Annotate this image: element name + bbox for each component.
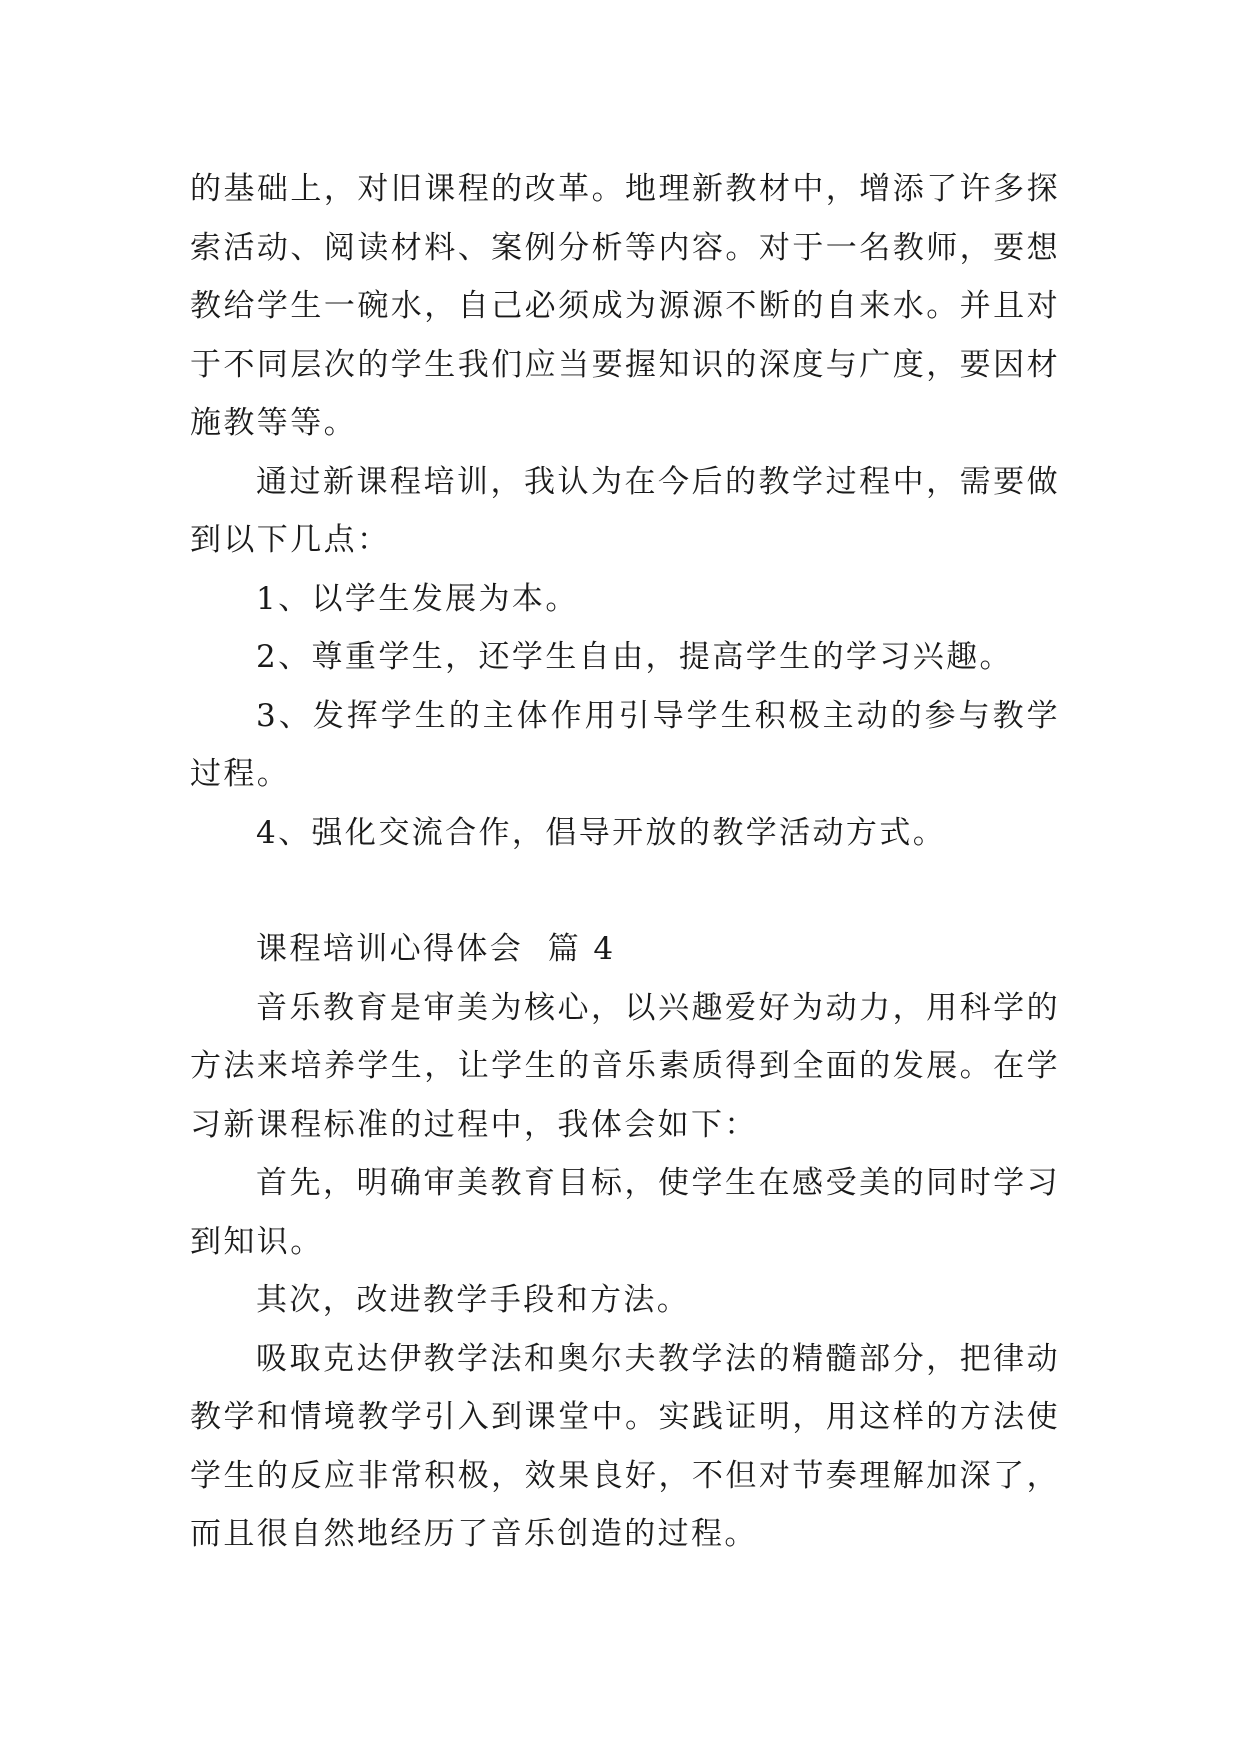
list-item-4: 4、强化交流合作，倡导开放的教学活动方式。 (256, 814, 947, 851)
document-page (190, 160, 1060, 1564)
paragraph-music-education: 音乐教育是审美为核心，以兴趣爱好为动力，用科学的方法来培养学生，让学生的音乐素质得到全面的发展。在学习新课程标准的过程中，我体会如下： (190, 989, 1060, 1143)
list-item-3: 3、发挥学生的主体作用引导学生积极主动的参与教学过程。 (190, 697, 1060, 792)
paragraph-continued: 的基础上，对旧课程的改革。地理新教材中，增添了许多探索活动、阅读材料、案例分析等内容。对于一名教师，要想教给学生一碗水，自己必须成为源源不断的自来水。并且对于不同层次的学生我们应当要握知识的深度与广度，要因材施教等等。 (190, 171, 1060, 441)
list-item-1: 1、以学生发展为本。 (256, 580, 579, 617)
paragraph-first: 首先，明确审美教育目标，使学生在感受美的同时学习到知识。 (190, 1165, 1060, 1260)
paragraph-intro-points: 通过新课程培训，我认为在今后的教学过程中，需要做到以下几点： (190, 463, 1060, 558)
section-heading: 课程培训心得体会 篇 4 (256, 931, 616, 967)
list-item-2: 2、尊重学生，还学生自由，提高学生的学习兴趣。 (256, 639, 1013, 675)
paragraph-methods: 吸取克达伊教学法和奥尔夫教学法的精髓部分，把律动教学和情境教学引入到课堂中。实践证明，用这样的方法使学生的反应非常积极，效果良好，不但对节奏理解加深了，而且很自然地经历了音乐创造的过程。 (190, 1340, 1060, 1552)
paragraph-second: 其次，改进教学手段和方法。 (256, 1282, 691, 1318)
